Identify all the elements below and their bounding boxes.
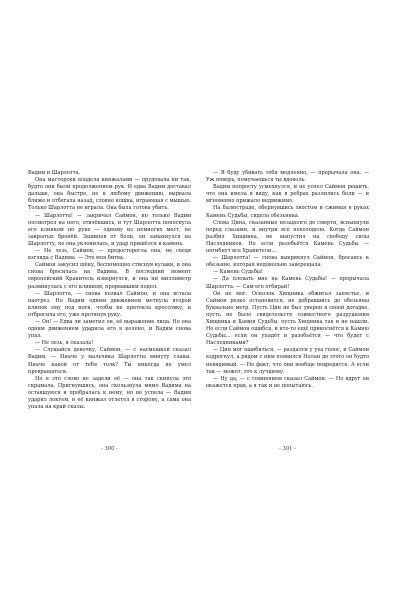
paragraph: — Не лезь, Саймон, — предостерегла она, не сводя взгляда с Вадима. — Это моя битва. bbox=[28, 248, 191, 262]
page-number: - 300 - bbox=[101, 446, 118, 452]
right-page bbox=[206, 170, 370, 452]
paragraph: — Шарлотта! — закричал Саймон, но только Вадим посмотрел на него, отвлёкшись, и тут Шарлотта попоснула его клинком по руке — одному из немногих мест, не закрытых бронёй. Зашипев от боли, он замахнулся на Шарлотту, но она уклонилась, и удар пришёлся в камень. bbox=[28, 212, 191, 247]
paragraph: — Камень Судьбы! bbox=[213, 269, 263, 276]
paragraph: Она мастерски владела кинжалами — орудовала ни так, будто они были продолжением рук. И едва Вадим доставал дальше, она быстро, но к любому движению, вырвала ближе и отбегала назад, словно кошка, играющая с мышью. Только Шарлотта не играла. Она была готова убить. bbox=[28, 177, 191, 212]
paragraph: — Слушайся девочку, Саймон, — с насмешкой сказал Вадим. — Иначе у мальчика Шарлотты минуту славы. Иначе какой от тебя толк? Ты никогда не умел превращаться. bbox=[28, 347, 191, 375]
paragraph: Он не мог. Осколок Хищника обжигал запястье, и Саймон резко остановился, не добравшись до обезьяны буквально метр. Пусть Цин не был уверен в своей догадке, пусть не было свидетельств совместного разрушения Хищника и Камня Судьбы, пусть Хищника так и не нашли. Но если Саймон ошибся, и кто-то ещё прикоснётся к Камню Судьбы... если он упадёт и разобьётся — что будет с Наследниками? bbox=[206, 290, 370, 347]
paragraph: — Я буду убивать тебя медленно, — прорычала она. — Уж поверь, помучаешься ты вдоволь. bbox=[206, 170, 369, 184]
paragraph: — Ну да, — с сомнением сказал Саймон. — Но вдруг он окажется прав, а я так и не попытаюсь. bbox=[206, 375, 369, 389]
paragraph: — Да плевать мне на Камень Судьбы! — прорычала Шарлотта. — Сам его отбирай! bbox=[206, 276, 369, 290]
paragraph: На балюстраде, обернувшись хвостом и сжимая в руках Камень Судьбы, сидела обезьянка. bbox=[206, 205, 369, 219]
paragraph: Но в это слово не задели её — она так скинула это скрамала. Пригнувшись, она скользнула мимо Вадима на оставшуюся и пробралась к нему, но не успела — Вадим ударил локтем, и её кинжал отлетел в сторону, а сама она упала на край скалы. bbox=[28, 375, 191, 411]
left-page-text bbox=[28, 170, 191, 411]
paragraph: Слова Цина, сказанные незадолго до смерти, вспыхнули перед глазами, и внутри всё похолодело. Когда Саймон разбил Хищника, не выпустил на свободу силы Наследников. Но если разобьётся Камень Судьбы — погибнут все Хранители... bbox=[206, 219, 369, 255]
right-page-text bbox=[206, 170, 369, 390]
paragraph: Саймон закусил щёку, беспомощно стиснув кулаки, и она снова бросилась на Вадима. В последний момент европейский Хранитель извернулся, и она ни миллиметр разминулась с его клинком, прорвавшим подол. bbox=[28, 262, 192, 290]
paragraph: — Шарлотта, — снова позвал Саймон, и она встала наотрез. Но Вадим одним движением метнула второй клинок ему под ноги, чтобы не протекла кроссовку, и отбросила его, уже протянув руку. bbox=[28, 290, 191, 318]
paragraph: — Шарлотта! — снова выкрикнул Саймон, бросаясь к обезьяне, которая недовольно заверещала. bbox=[206, 255, 369, 269]
paragraph: — Он! — Едва ли заметил он, её выражение лица. Но она одним движением ударила его в колено, и Вадим снова упал. bbox=[28, 318, 191, 340]
left-page bbox=[28, 170, 192, 452]
paragraph: — Не лезь, я сказала! bbox=[35, 340, 94, 347]
paragraph: Вадим и Шарлотта. bbox=[28, 170, 81, 176]
paragraph: Вадим попросту усмехнулся, и не успел Саймон решить, что она имела в виду, как в ребрах разлились боли — и мгновенно прижало недвижимо. bbox=[206, 184, 369, 205]
page-number: - 301 - bbox=[279, 446, 296, 452]
paragraph: — Цин мог ошибиться, — раздался у уха голос, и Саймон вздрогнул, а рядом с ним появился Нолан до этого он будто невидимый. — Не факт, что они вообще повредятся. А если так — может, это к лучшему. bbox=[206, 347, 369, 375]
